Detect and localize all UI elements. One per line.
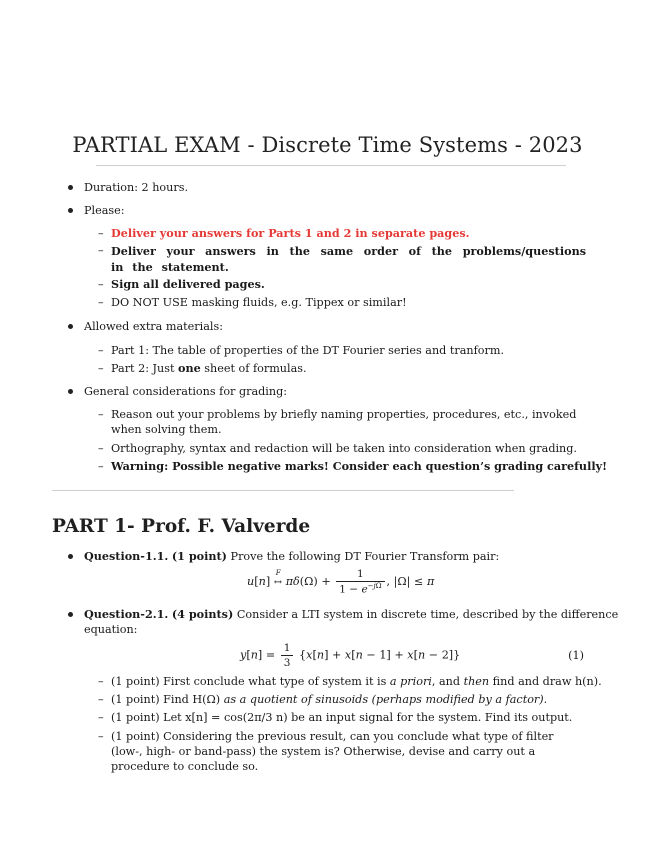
please-text: Please: <box>84 204 125 217</box>
no-tippex-text: DO NOT USE masking fluids, e.g. Tippex or similar! <box>111 296 407 309</box>
reason-out-text: Reason out your problems by briefly naming properties, procedures, etc., invoked when solving them. <box>111 408 577 436</box>
part2-materials-text: Part 2: Just one sheet of formulas. <box>111 361 307 375</box>
question-points: (1 point) <box>171 549 227 563</box>
duration-text: Duration: 2 hours. <box>84 181 188 194</box>
part1-heading: PART 1- Prof. F. Valverde <box>52 516 311 537</box>
grading-text: General considerations for grading: <box>84 385 288 398</box>
equation-number: (1) <box>568 649 584 662</box>
question-text: Consider a LTI system in discrete time, described by the difference <box>233 608 619 621</box>
bullet-icon <box>68 612 73 617</box>
question-text-cont: equation: <box>84 623 138 636</box>
bullet-icon <box>68 324 73 329</box>
part1-materials-text: Part 1: The table of properties of the DT Fourier series and tranform. <box>111 344 505 357</box>
difference-equation: y[n] = $\frac{1}{3}$ {x[n] + x[n − 1] + x[n − 2]} <box>240 642 461 670</box>
same-order-text: Deliver your answers in the same order of the problems/questions in the statement. <box>111 244 586 274</box>
question-label: Question-1.1. <box>84 549 169 563</box>
bullet-icon <box>68 389 73 394</box>
warning-text: Warning: Possible negative marks! Consider each question’s grading carefully! <box>111 459 607 473</box>
bullet-icon <box>68 185 73 190</box>
dtft-pair-equation: u[n] F ↔ πδ(Ω) + $\frac{1}{1 - e^{-j\Omega}}$ , |Ω| ≤ π <box>247 568 435 596</box>
bullet-icon <box>68 208 73 213</box>
sign-pages-text: Sign all delivered pages. <box>111 277 265 291</box>
question-label: Question-2.1. <box>84 607 169 621</box>
orthography-text: Orthography, syntax and redaction will be taken into consideration when grading. <box>111 442 577 455</box>
question-text: Prove the following DT Fourier Transform pair: <box>226 550 500 563</box>
title-divider <box>96 165 566 166</box>
section-divider <box>52 490 514 491</box>
question-points: (4 points) <box>171 607 234 621</box>
page-title: PARTIAL EXAM - Discrete Time Systems - 2023 <box>72 133 583 157</box>
separate-pages-text: Deliver your answers for Parts 1 and 2 in separate pages. <box>111 226 470 240</box>
allowed-text: Allowed extra materials: <box>84 320 223 333</box>
bullet-icon <box>68 554 73 559</box>
difference-equation-row <box>68 641 584 669</box>
